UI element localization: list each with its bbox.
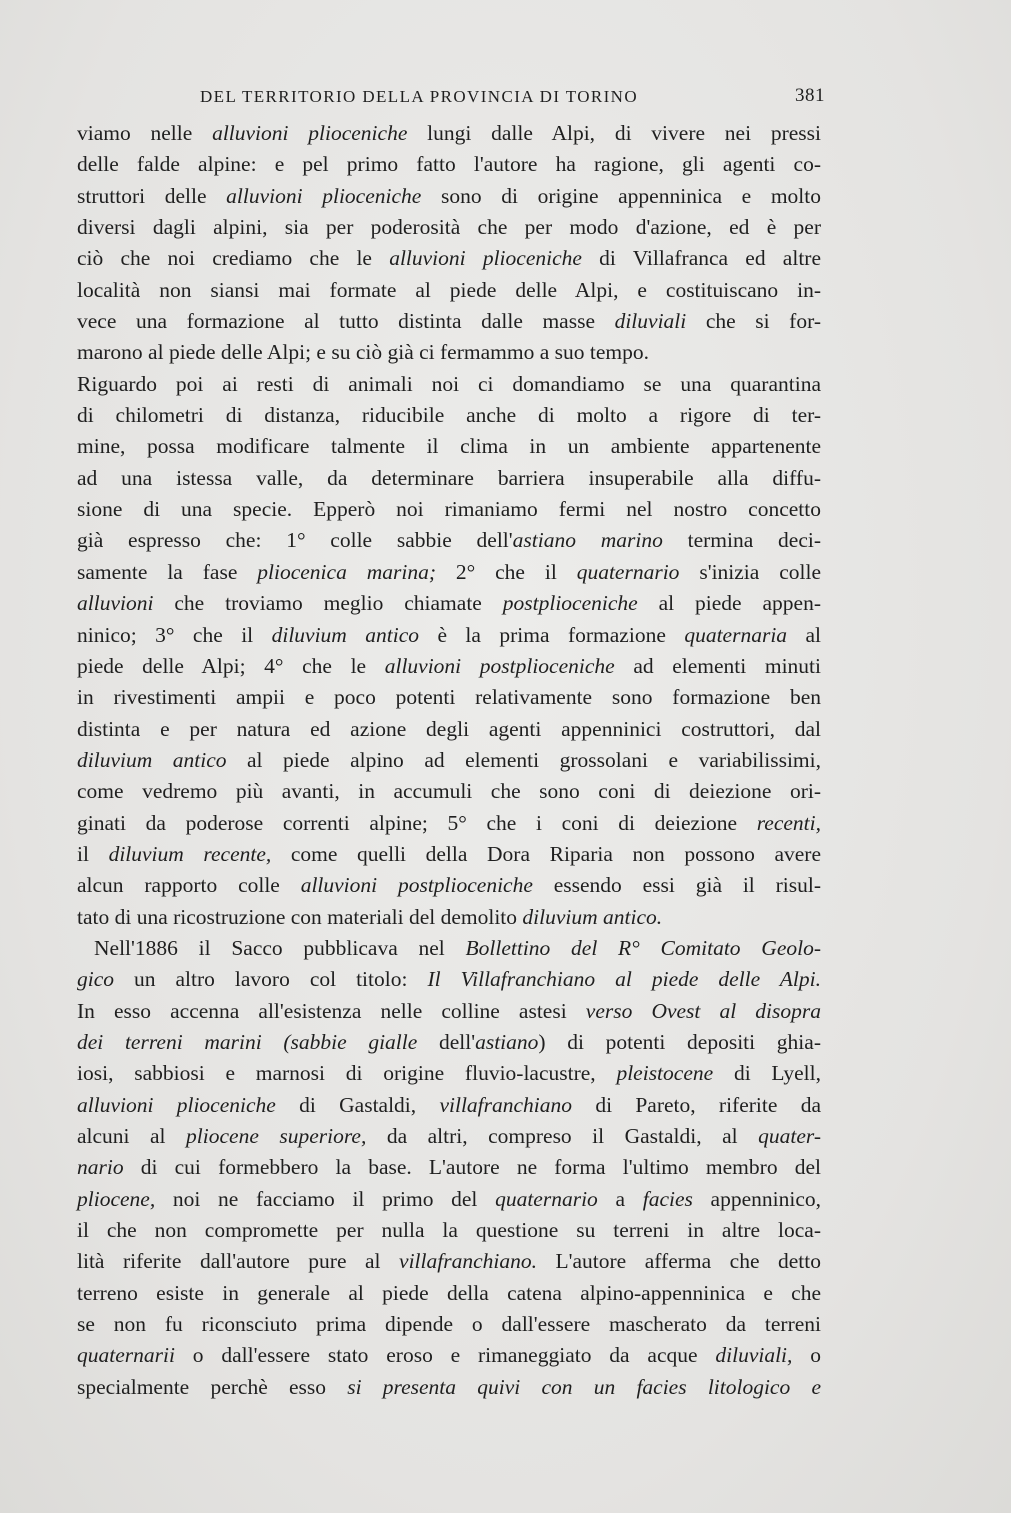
body-text [77, 118, 821, 1403]
text-line [77, 181, 821, 212]
text-run: sione di una specie. Epperò noi rimaniamo fermi nel nostro concetto [77, 497, 821, 522]
page-number: 381 [795, 85, 825, 106]
italic-text: diluvium recente, [108, 841, 272, 866]
text-run: lungi dalle Alpi, di vivere nei pressi [407, 121, 821, 145]
text-run: al piede appen- [637, 591, 822, 616]
italic-text: quaternario [495, 1186, 598, 1211]
text-run: samente la fase [77, 559, 258, 584]
text-run: Nell'1886 il Sacco pubblicava nel [94, 935, 466, 960]
text-run: dell' [417, 1029, 476, 1054]
text-line [77, 1309, 821, 1340]
text-run: se non fu riconsciuto prima dipende o dall'essere mascherato da terreni [77, 1312, 821, 1337]
text-line [77, 651, 821, 682]
text-line [77, 1027, 821, 1058]
italic-text: alluvioni plioceniche [212, 121, 408, 145]
text-run: il [77, 841, 109, 866]
text-line [77, 149, 821, 180]
text-line [77, 682, 821, 713]
italic-text: Bollettino del R° Comitato Geolo- [465, 935, 822, 960]
text-run: sono di origine appenninica e molto [421, 183, 821, 208]
italic-text: quaternarii [77, 1343, 175, 1368]
italic-text: gico [77, 967, 115, 992]
text-run: termina deci- [662, 528, 822, 553]
text-line [77, 337, 821, 368]
text-run: tato di una ricostruzione con materiali del demolito [77, 904, 523, 929]
text-run: di cui formebbero la base. L'autore ne forma l'ultimo membro del [123, 1155, 821, 1180]
italic-text: diluvium antico [77, 747, 227, 772]
italic-text: diluvium antico. [522, 904, 663, 929]
italic-text: pliocene, [77, 1186, 156, 1211]
text-run: di Lyell, [713, 1061, 821, 1086]
italic-text: diluviali, [715, 1343, 793, 1368]
text-line [77, 369, 821, 400]
text-run: da altri, compreso il Gastaldi, al [366, 1124, 759, 1148]
text-run: o [792, 1343, 821, 1368]
italic-text: Il Villafranchiano al piede delle Alpi. [427, 967, 821, 992]
text-run: di chilometri di distanza, riducibile anche di molto a rigore di ter- [77, 403, 821, 428]
italic-text: quater- [758, 1124, 821, 1148]
italic-text: astiano marino [512, 528, 663, 553]
text-run: L'autore afferma che detto [536, 1249, 821, 1274]
text-run: un altro lavoro col titolo: [114, 967, 428, 992]
text-line [77, 776, 821, 807]
text-line [77, 745, 821, 776]
text-run: specialmente perchè esso [77, 1374, 348, 1399]
text-run: alcuni al [77, 1124, 187, 1148]
text-line [77, 463, 821, 494]
italic-text: facies [642, 1186, 693, 1211]
italic-text: villafranchiano. [399, 1249, 537, 1274]
text-run: come vedremo più avanti, in accumuli che sono coni di deiezione ori- [77, 779, 821, 804]
italic-text: dei terreni marini (sabbie gialle [77, 1029, 418, 1054]
text-run: ciò che noi crediamo che le [77, 246, 390, 271]
text-line [77, 1058, 821, 1089]
text-line [77, 1152, 821, 1183]
text-run: o dall'essere stato eroso e rimaneggiato da acque [174, 1343, 716, 1368]
text-line [77, 212, 821, 243]
text-run: struttori delle [77, 183, 227, 208]
text-run: a [597, 1186, 643, 1211]
text-line [77, 902, 821, 933]
italic-text: alluvioni postplioceniche [300, 873, 533, 898]
italic-text: pleistocene [616, 1061, 714, 1086]
italic-text: villafranchiano [439, 1092, 573, 1117]
text-line [77, 1340, 821, 1371]
text-line [77, 808, 821, 839]
text-line [77, 996, 821, 1027]
italic-text: nario [77, 1155, 124, 1180]
text-run: ) di potenti depositi ghia- [538, 1029, 821, 1054]
text-run: noi ne facciamo il primo del [155, 1186, 496, 1211]
text-run: alcun rapporto colle [77, 873, 301, 898]
text-run: s'inizia colle [679, 559, 822, 584]
italic-text: diluvium antico [271, 622, 420, 647]
italic-text: postplioceniche [502, 591, 638, 616]
text-run: terreno esiste in generale al piede della catena alpino-appenninica e che [77, 1280, 821, 1305]
italic-text: verso Ovest al disopra [585, 998, 821, 1023]
text-line [77, 620, 821, 651]
text-run: già espresso che: 1° colle sabbie dell' [77, 528, 513, 553]
text-run: viamo nelle [77, 121, 213, 145]
text-line [77, 400, 821, 431]
text-run: ninico; 3° che il [77, 622, 272, 647]
text-run: come quelli della Dora Riparia non possono avere [271, 841, 822, 866]
text-run: il che non compromette per nulla la questione su terreni in altre loca- [77, 1218, 821, 1243]
text-run: marono al piede delle Alpi; e su ciò già ci fermammo a suo tempo. [77, 340, 649, 365]
text-run: iosi, sabbiosi e marnosi di origine fluvio-lacustre, [77, 1061, 617, 1086]
text-run: al piede alpino ad elementi grossolani e variabilissimi, [226, 747, 821, 772]
text-line [77, 933, 821, 964]
text-run: che troviamo meglio chiamate [153, 591, 503, 616]
text-line [77, 1090, 821, 1121]
text-line [77, 494, 821, 525]
text-line [77, 1121, 821, 1152]
text-run: piede delle Alpi; 4° che le [77, 653, 385, 678]
text-run: di Pareto, riferite da [572, 1092, 821, 1117]
italic-text: quaternaria [684, 622, 788, 647]
text-run: al [787, 622, 821, 647]
text-line [77, 525, 821, 556]
text-run: vece una formazione al tutto distinta dalle masse [77, 309, 615, 334]
text-line [77, 557, 821, 588]
text-run: che si for- [686, 309, 821, 334]
text-run: essendo essi già il risul- [532, 873, 821, 898]
text-run: distinta e per natura ed azione degli agenti appenninici costruttori, dal [77, 716, 821, 741]
text-run: mine, possa modificare talmente il clima in un ambiente appartenente [77, 434, 821, 459]
text-run: appenninico, [692, 1186, 822, 1211]
text-run: ginati da poderose correnti alpine; 5° che i coni di deiezione [77, 810, 757, 835]
text-run: di Villafranca ed altre [581, 246, 821, 271]
text-line [77, 1215, 821, 1246]
italic-text: recenti, [756, 810, 821, 835]
text-line [77, 118, 821, 149]
text-line [77, 1372, 821, 1403]
text-line [77, 839, 821, 870]
running-title: DEL TERRITORIO DELLA PROVINCIA DI TORINO [200, 87, 639, 106]
text-line [77, 1184, 821, 1215]
text-line [77, 1246, 821, 1277]
text-run: In esso accenna all'esistenza nelle colline astesi [77, 998, 586, 1023]
text-run: ad una istessa valle, da determinare barriera insuperabile alla diffu- [77, 465, 821, 490]
text-line [77, 431, 821, 462]
text-run: è la prima formazione [419, 622, 685, 647]
italic-text: alluvioni [77, 591, 154, 616]
running-header [200, 85, 825, 111]
italic-text: alluvioni plioceniche [77, 1092, 276, 1117]
italic-text: pliocene superiore, [186, 1124, 367, 1148]
text-line [77, 714, 821, 745]
text-run: delle falde alpine: e pel primo fatto l'autore ha ragione, gli agenti co- [77, 152, 821, 177]
italic-text: alluvioni plioceniche [389, 246, 582, 271]
text-line [77, 964, 821, 995]
italic-text: astiano [475, 1029, 539, 1054]
text-run: di Gastaldi, [275, 1092, 440, 1117]
italic-text: alluvioni postplioceniche [384, 653, 615, 678]
text-run: ad elementi minuti [614, 653, 821, 678]
text-run: diversi dagli alpini, sia per poderosità che per modo d'azione, ed è per [77, 215, 821, 240]
text-run: lità riferite dall'autore pure al [77, 1249, 400, 1274]
italic-text: quaternario [576, 559, 680, 584]
italic-text: alluvioni plioceniche [226, 183, 422, 208]
text-run: località non siansi mai formate al piede delle Alpi, e costituiscano in- [77, 277, 821, 302]
italic-text: si presenta quivi con un facies litologico e [347, 1374, 821, 1399]
text-line [77, 1278, 821, 1309]
text-line [77, 275, 821, 306]
italic-text: pliocenica marina; [257, 559, 436, 584]
text-line [77, 306, 821, 337]
text-line [77, 588, 821, 619]
text-line [77, 870, 821, 901]
text-line [77, 243, 821, 274]
text-run: Riguardo poi ai resti di animali noi ci domandiamo se una quarantina [77, 371, 821, 396]
italic-text: diluviali [614, 309, 687, 334]
text-run: 2° che il [435, 559, 577, 584]
text-run: in rivestimenti ampii e poco potenti relativamente sono formazione ben [77, 685, 821, 710]
